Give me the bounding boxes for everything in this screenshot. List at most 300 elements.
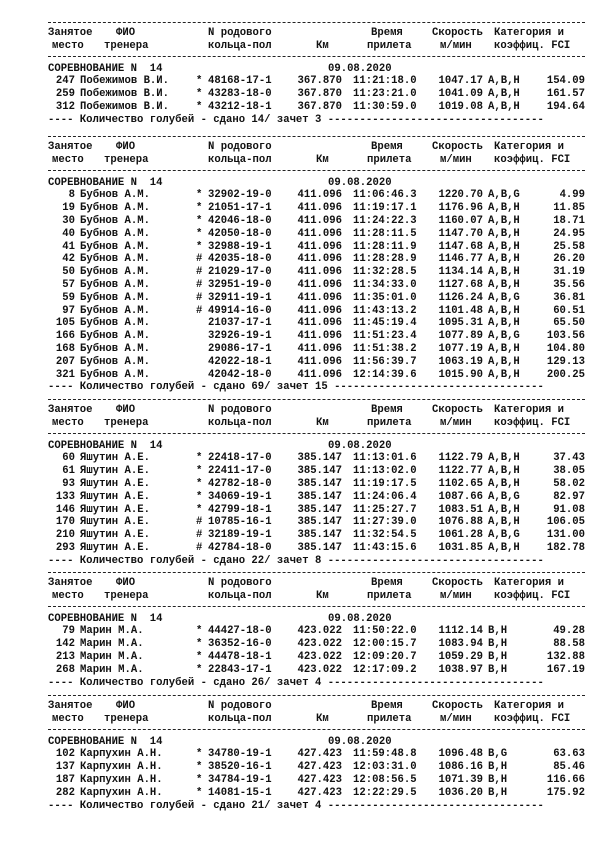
row-km: 411.096 — [297, 355, 342, 368]
row-ring: 42022-18-1 — [208, 355, 272, 368]
row-coef: 60.51 — [553, 304, 585, 317]
row-mark: * — [196, 88, 203, 101]
header-name-label: ФИО — [116, 404, 136, 416]
row-speed: 1077.19 — [438, 343, 483, 355]
row-place: 61 — [62, 465, 75, 478]
row-speed: 1059.29 — [438, 651, 483, 663]
row-speed: 1086.16 — [438, 761, 483, 774]
row-category: A,B,H — [488, 240, 520, 253]
row-name: Бубнов А.М. — [80, 304, 150, 317]
row-category: B,H — [488, 761, 508, 774]
row-category: A,B,H — [488, 516, 520, 529]
header-time-sublabel: прилета — [367, 712, 412, 725]
row-category: A,B,G — [488, 291, 520, 304]
row-km: 411.096 — [297, 227, 342, 240]
row-name: Яшутин А.Е. — [80, 490, 150, 503]
header-km-label: Км — [316, 39, 329, 52]
row-name: Бубнов А.М. — [80, 215, 150, 227]
row-speed: 1076.88 — [438, 516, 483, 529]
row-coef: 82.97 — [553, 490, 585, 503]
row-category: A,B,H — [488, 317, 520, 330]
row-ring: 22411-17-0 — [208, 465, 272, 478]
row-mark: # — [196, 253, 203, 266]
row-time: 11:35:01.0 — [353, 291, 417, 304]
row-km: 411.096 — [297, 279, 342, 291]
row-name: Яшутин А.Е. — [80, 516, 150, 529]
row-speed: 1087.66 — [438, 490, 483, 503]
row-speed: 1015.90 — [438, 368, 483, 381]
row-mark: * — [196, 202, 203, 215]
row-speed: 1019.08 — [438, 101, 483, 113]
row-category: B,H — [488, 651, 508, 663]
header-coef-label: коэффиц. FCI — [494, 416, 571, 429]
separator-rule — [48, 170, 585, 171]
competition-title: СОРЕВНОВАНИЕ N 14 — [48, 176, 163, 189]
row-place: 19 — [62, 202, 75, 215]
header-name-sublabel: тренера — [104, 712, 149, 725]
competition-title: СОРЕВНОВАНИЕ N 14 — [48, 62, 163, 75]
header-km-label: Км — [316, 153, 329, 166]
header-coef-label: коэффиц. FCI — [494, 712, 571, 725]
row-ring: 42782-18-0 — [208, 478, 272, 490]
row-place: 259 — [55, 88, 75, 101]
section-summary: ---- Количество голубей - сдано 22/ зачет 8 ---------------------------------- — [48, 554, 544, 567]
row-coef: 85.46 — [553, 761, 585, 774]
row-mark: * — [196, 452, 203, 465]
header-name-sublabel: тренера — [104, 39, 149, 52]
row-place: 247 — [55, 75, 75, 88]
row-category: A,B,H — [488, 266, 520, 279]
separator-rule — [48, 399, 585, 400]
row-place: 133 — [55, 490, 75, 503]
row-speed: 1047.17 — [438, 75, 483, 88]
row-name: Карпухин А.Н. — [80, 786, 163, 799]
section-summary: ---- Количество голубей - сдано 69/ зачет 15 --------------------------------- — [48, 381, 544, 394]
competition-title: СОРЕВНОВАНИЕ N 14 — [48, 612, 163, 625]
row-ring: 14081-15-1 — [208, 786, 272, 799]
row-km: 385.147 — [297, 503, 342, 516]
row-name: Бубнов А.М. — [80, 202, 150, 215]
separator-rule — [48, 572, 585, 573]
row-km: 411.096 — [297, 215, 342, 227]
row-coef: 31.19 — [553, 266, 585, 279]
row-speed: 1102.65 — [438, 478, 483, 490]
row-km: 427.423 — [297, 774, 342, 786]
header-place-label: Занятое — [48, 577, 93, 589]
row-km: 385.147 — [297, 529, 342, 542]
row-km: 411.096 — [297, 202, 342, 215]
row-time: 11:19:17.1 — [353, 202, 417, 215]
row-category: A,B,H — [488, 88, 520, 101]
row-km: 411.096 — [297, 304, 342, 317]
row-coef: 88.58 — [553, 638, 585, 651]
row-km: 423.022 — [297, 625, 342, 638]
header-time-sublabel: прилета — [367, 153, 412, 166]
row-name: Яшутин А.Е. — [80, 478, 150, 490]
row-category: A,B,H — [488, 253, 520, 266]
row-time: 11:23:21.0 — [353, 88, 417, 101]
row-speed: 1176.96 — [438, 202, 483, 215]
header-name-label: ФИО — [116, 700, 136, 712]
header-place-label: Занятое — [48, 404, 93, 416]
row-coef: 167.19 — [546, 663, 585, 676]
row-mark: * — [196, 465, 203, 478]
row-speed: 1063.19 — [438, 355, 483, 368]
header-time-label: Время — [371, 27, 403, 39]
row-ring: 34780-19-1 — [208, 748, 272, 761]
row-ring: 43283-18-0 — [208, 88, 272, 101]
row-time: 11:21:18.0 — [353, 75, 417, 88]
row-time: 11:25:27.7 — [353, 503, 417, 516]
row-speed: 1122.79 — [438, 452, 483, 465]
row-category: B,H — [488, 786, 508, 799]
row-place: 102 — [55, 748, 75, 761]
row-time: 11:56:39.7 — [353, 355, 417, 368]
header-speed-label: Скорость — [432, 700, 483, 712]
row-category: A,B,H — [488, 355, 520, 368]
row-category: A,B,H — [488, 215, 520, 227]
row-name: Яшутин А.Е. — [80, 542, 150, 554]
row-mark: * — [196, 774, 203, 786]
row-km: 427.423 — [297, 761, 342, 774]
row-ring: 42050-18-0 — [208, 227, 272, 240]
row-place: 213 — [55, 651, 75, 663]
row-km: 423.022 — [297, 663, 342, 676]
separator-rule — [48, 695, 585, 696]
competition-date: 09.08.2020 — [328, 62, 392, 75]
row-speed: 1127.68 — [438, 279, 483, 291]
row-place: 59 — [62, 291, 75, 304]
row-time: 11:50:22.0 — [353, 625, 417, 638]
row-speed: 1112.14 — [438, 625, 483, 638]
header-coef-label: коэффиц. FCI — [494, 39, 571, 52]
row-ring: 48168-17-1 — [208, 75, 272, 88]
header-ring-sublabel: кольца-пол — [208, 712, 272, 725]
row-place: 50 — [62, 266, 75, 279]
header-ring-label: N родового — [208, 27, 272, 39]
row-coef: 194.64 — [546, 101, 585, 113]
row-km: 385.147 — [297, 478, 342, 490]
row-time: 11:59:48.8 — [353, 748, 417, 761]
row-speed: 1220.70 — [438, 189, 483, 202]
header-category-label: Категория и — [494, 404, 564, 416]
row-mark: * — [196, 215, 203, 227]
row-category: A,B,H — [488, 452, 520, 465]
header-place-sublabel: место — [52, 39, 84, 52]
row-category: B,H — [488, 774, 508, 786]
separator-rule — [48, 729, 585, 730]
header-name-sublabel: тренера — [104, 416, 149, 429]
row-coef: 36.81 — [553, 291, 585, 304]
row-time: 11:32:54.5 — [353, 529, 417, 542]
row-ring: 42046-18-0 — [208, 215, 272, 227]
header-place-label: Занятое — [48, 27, 93, 39]
row-coef: 106.05 — [546, 516, 585, 529]
row-name: Бубнов А.М. — [80, 266, 150, 279]
row-km: 427.423 — [297, 786, 342, 799]
row-speed: 1147.68 — [438, 240, 483, 253]
row-km: 411.096 — [297, 330, 342, 343]
competition-date: 09.08.2020 — [328, 176, 392, 189]
row-category: B,H — [488, 625, 508, 638]
row-time: 11:28:28.9 — [353, 253, 417, 266]
header-ring-label: N родового — [208, 404, 272, 416]
row-place: 60 — [62, 452, 75, 465]
row-place: 137 — [55, 761, 75, 774]
header-time-sublabel: прилета — [367, 589, 412, 602]
row-name: Бубнов А.М. — [80, 317, 150, 330]
row-name: Бубнов А.М. — [80, 189, 150, 202]
row-category: B,G — [488, 748, 508, 761]
row-name: Марин М.А. — [80, 651, 144, 663]
row-category: A,B,H — [488, 304, 520, 317]
header-km-label: Км — [316, 589, 329, 602]
row-mark: * — [196, 478, 203, 490]
row-km: 411.096 — [297, 240, 342, 253]
row-coef: 58.02 — [553, 478, 585, 490]
row-name: Карпухин А.Н. — [80, 761, 163, 774]
row-coef: 11.85 — [553, 202, 585, 215]
row-speed: 1126.24 — [438, 291, 483, 304]
row-mark: * — [196, 748, 203, 761]
row-time: 11:45:19.4 — [353, 317, 417, 330]
separator-rule — [48, 136, 585, 137]
row-km: 385.147 — [297, 490, 342, 503]
row-mark: * — [196, 761, 203, 774]
row-coef: 35.56 — [553, 279, 585, 291]
row-time: 11:19:17.5 — [353, 478, 417, 490]
row-ring: 44478-18-1 — [208, 651, 272, 663]
row-coef: 131.00 — [546, 529, 585, 542]
row-coef: 25.58 — [553, 240, 585, 253]
row-mark: # — [196, 529, 203, 542]
row-coef: 26.20 — [553, 253, 585, 266]
header-time-label: Время — [371, 577, 403, 589]
row-place: 41 — [62, 240, 75, 253]
row-mark: * — [196, 638, 203, 651]
row-km: 385.147 — [297, 452, 342, 465]
row-ring: 22843-17-1 — [208, 663, 272, 676]
row-ring: 49914-16-0 — [208, 304, 272, 317]
header-time-sublabel: прилета — [367, 416, 412, 429]
row-name: Бубнов А.М. — [80, 343, 150, 355]
row-time: 12:14:39.6 — [353, 368, 417, 381]
header-name-sublabel: тренера — [104, 153, 149, 166]
row-name: Бубнов А.М. — [80, 227, 150, 240]
row-time: 12:00:15.7 — [353, 638, 417, 651]
row-time: 11:34:33.0 — [353, 279, 417, 291]
row-place: 30 — [62, 215, 75, 227]
header-ring-sublabel: кольца-пол — [208, 416, 272, 429]
row-speed: 1095.31 — [438, 317, 483, 330]
row-speed: 1083.51 — [438, 503, 483, 516]
row-speed: 1036.20 — [438, 786, 483, 799]
row-name: Карпухин А.Н. — [80, 748, 163, 761]
row-km: 411.096 — [297, 291, 342, 304]
row-mark: * — [196, 101, 203, 113]
row-time: 12:09:20.7 — [353, 651, 417, 663]
row-time: 12:08:56.5 — [353, 774, 417, 786]
header-time-label: Время — [371, 141, 403, 153]
header-speed-label: Скорость — [432, 141, 483, 153]
header-km-label: Км — [316, 712, 329, 725]
row-category: A,B,H — [488, 542, 520, 554]
row-ring: 32189-19-1 — [208, 529, 272, 542]
competition-date: 09.08.2020 — [328, 439, 392, 452]
row-km: 367.870 — [297, 101, 342, 113]
header-speed-label: Скорость — [432, 577, 483, 589]
separator-rule — [48, 22, 585, 23]
row-speed: 1061.28 — [438, 529, 483, 542]
row-coef: 49.28 — [553, 625, 585, 638]
row-speed: 1031.85 — [438, 542, 483, 554]
row-speed: 1041.09 — [438, 88, 483, 101]
row-category: B,H — [488, 638, 508, 651]
row-place: 142 — [55, 638, 75, 651]
row-coef: 129.13 — [546, 355, 585, 368]
row-coef: 154.09 — [546, 75, 585, 88]
row-time: 11:32:28.5 — [353, 266, 417, 279]
row-time: 11:43:13.2 — [353, 304, 417, 317]
row-speed: 1146.77 — [438, 253, 483, 266]
row-mark: * — [196, 651, 203, 663]
row-mark: * — [196, 75, 203, 88]
row-coef: 24.95 — [553, 227, 585, 240]
row-km: 367.870 — [297, 75, 342, 88]
row-speed: 1071.39 — [438, 774, 483, 786]
row-place: 40 — [62, 227, 75, 240]
row-coef: 132.88 — [546, 651, 585, 663]
row-name: Бубнов А.М. — [80, 368, 150, 381]
row-mark: * — [196, 663, 203, 676]
row-name: Яшутин А.Е. — [80, 529, 150, 542]
row-time: 11:28:11.9 — [353, 240, 417, 253]
header-ring-sublabel: кольца-пол — [208, 153, 272, 166]
header-coef-label: коэффиц. FCI — [494, 153, 571, 166]
row-name: Побежимов В.И. — [80, 75, 170, 88]
row-speed: 1147.70 — [438, 227, 483, 240]
header-speed-label: Скорость — [432, 27, 483, 39]
row-category: A,B,H — [488, 343, 520, 355]
row-ring: 21051-17-1 — [208, 202, 272, 215]
row-ring: 42035-18-0 — [208, 253, 272, 266]
row-mark: * — [196, 786, 203, 799]
header-ring-label: N родового — [208, 700, 272, 712]
row-ring: 36352-16-0 — [208, 638, 272, 651]
row-name: Бубнов А.М. — [80, 355, 150, 368]
header-speed-sublabel: м/мин — [440, 712, 472, 725]
row-coef: 103.56 — [546, 330, 585, 343]
header-coef-label: коэффиц. FCI — [494, 589, 571, 602]
competition-title: СОРЕВНОВАНИЕ N 14 — [48, 439, 163, 452]
row-time: 11:43:15.6 — [353, 542, 417, 554]
row-coef: 175.92 — [546, 786, 585, 799]
row-km: 385.147 — [297, 465, 342, 478]
separator-rule — [48, 56, 585, 57]
row-ring: 44427-18-0 — [208, 625, 272, 638]
row-ring: 34784-19-1 — [208, 774, 272, 786]
section-summary: ---- Количество голубей - сдано 26/ зачет 4 ---------------------------------- — [48, 676, 544, 689]
row-coef: 182.78 — [546, 542, 585, 554]
row-coef: 161.57 — [546, 88, 585, 101]
row-ring: 21029-17-0 — [208, 266, 272, 279]
row-category: A,B,H — [488, 202, 520, 215]
row-name: Бубнов А.М. — [80, 291, 150, 304]
row-coef: 37.43 — [553, 452, 585, 465]
row-place: 187 — [55, 774, 75, 786]
row-name: Марин М.А. — [80, 625, 144, 638]
header-place-label: Занятое — [48, 700, 93, 712]
row-category: A,B,H — [488, 368, 520, 381]
row-name: Яшутин А.Е. — [80, 465, 150, 478]
row-place: 42 — [62, 253, 75, 266]
row-speed: 1096.48 — [438, 748, 483, 761]
row-speed: 1101.48 — [438, 304, 483, 317]
header-time-label: Время — [371, 404, 403, 416]
row-coef: 116.66 — [546, 774, 585, 786]
row-ring: 22418-17-0 — [208, 452, 272, 465]
header-name-label: ФИО — [116, 577, 136, 589]
row-place: 293 — [55, 542, 75, 554]
row-category: A,B,H — [488, 227, 520, 240]
row-place: 166 — [55, 330, 75, 343]
header-ring-label: N родового — [208, 577, 272, 589]
row-time: 11:24:06.4 — [353, 490, 417, 503]
row-ring: 10785-16-1 — [208, 516, 272, 529]
row-ring: 42799-18-1 — [208, 503, 272, 516]
row-time: 11:13:01.6 — [353, 452, 417, 465]
row-place: 57 — [62, 279, 75, 291]
header-ring-sublabel: кольца-пол — [208, 589, 272, 602]
row-place: 207 — [55, 355, 75, 368]
row-speed: 1077.89 — [438, 330, 483, 343]
row-name: Карпухин А.Н. — [80, 774, 163, 786]
row-ring: 42042-18-0 — [208, 368, 272, 381]
row-category: A,B,G — [488, 330, 520, 343]
row-name: Побежимов В.И. — [80, 101, 170, 113]
row-speed: 1122.77 — [438, 465, 483, 478]
row-place: 210 — [55, 529, 75, 542]
row-coef: 4.99 — [559, 189, 585, 202]
row-ring: 43212-18-1 — [208, 101, 272, 113]
header-km-label: Км — [316, 416, 329, 429]
row-coef: 200.25 — [546, 368, 585, 381]
header-category-label: Категория и — [494, 700, 564, 712]
row-ring: 21037-17-1 — [208, 317, 272, 330]
row-speed: 1083.94 — [438, 638, 483, 651]
row-mark: # — [196, 266, 203, 279]
header-place-sublabel: место — [52, 589, 84, 602]
row-mark: # — [196, 279, 203, 291]
row-mark: * — [196, 503, 203, 516]
row-time: 11:28:11.5 — [353, 227, 417, 240]
row-mark: * — [196, 625, 203, 638]
header-time-label: Время — [371, 700, 403, 712]
row-place: 8 — [68, 189, 75, 202]
row-ring: 29086-17-1 — [208, 343, 272, 355]
row-mark: * — [196, 227, 203, 240]
row-category: B,H — [488, 663, 508, 676]
header-category-label: Категория и — [494, 27, 564, 39]
row-category: A,B,H — [488, 478, 520, 490]
header-place-sublabel: место — [52, 153, 84, 166]
competition-date: 09.08.2020 — [328, 612, 392, 625]
row-time: 11:24:22.3 — [353, 215, 417, 227]
row-km: 411.096 — [297, 317, 342, 330]
header-place-label: Занятое — [48, 141, 93, 153]
row-name: Яшутин А.Е. — [80, 503, 150, 516]
row-name: Бубнов А.М. — [80, 330, 150, 343]
